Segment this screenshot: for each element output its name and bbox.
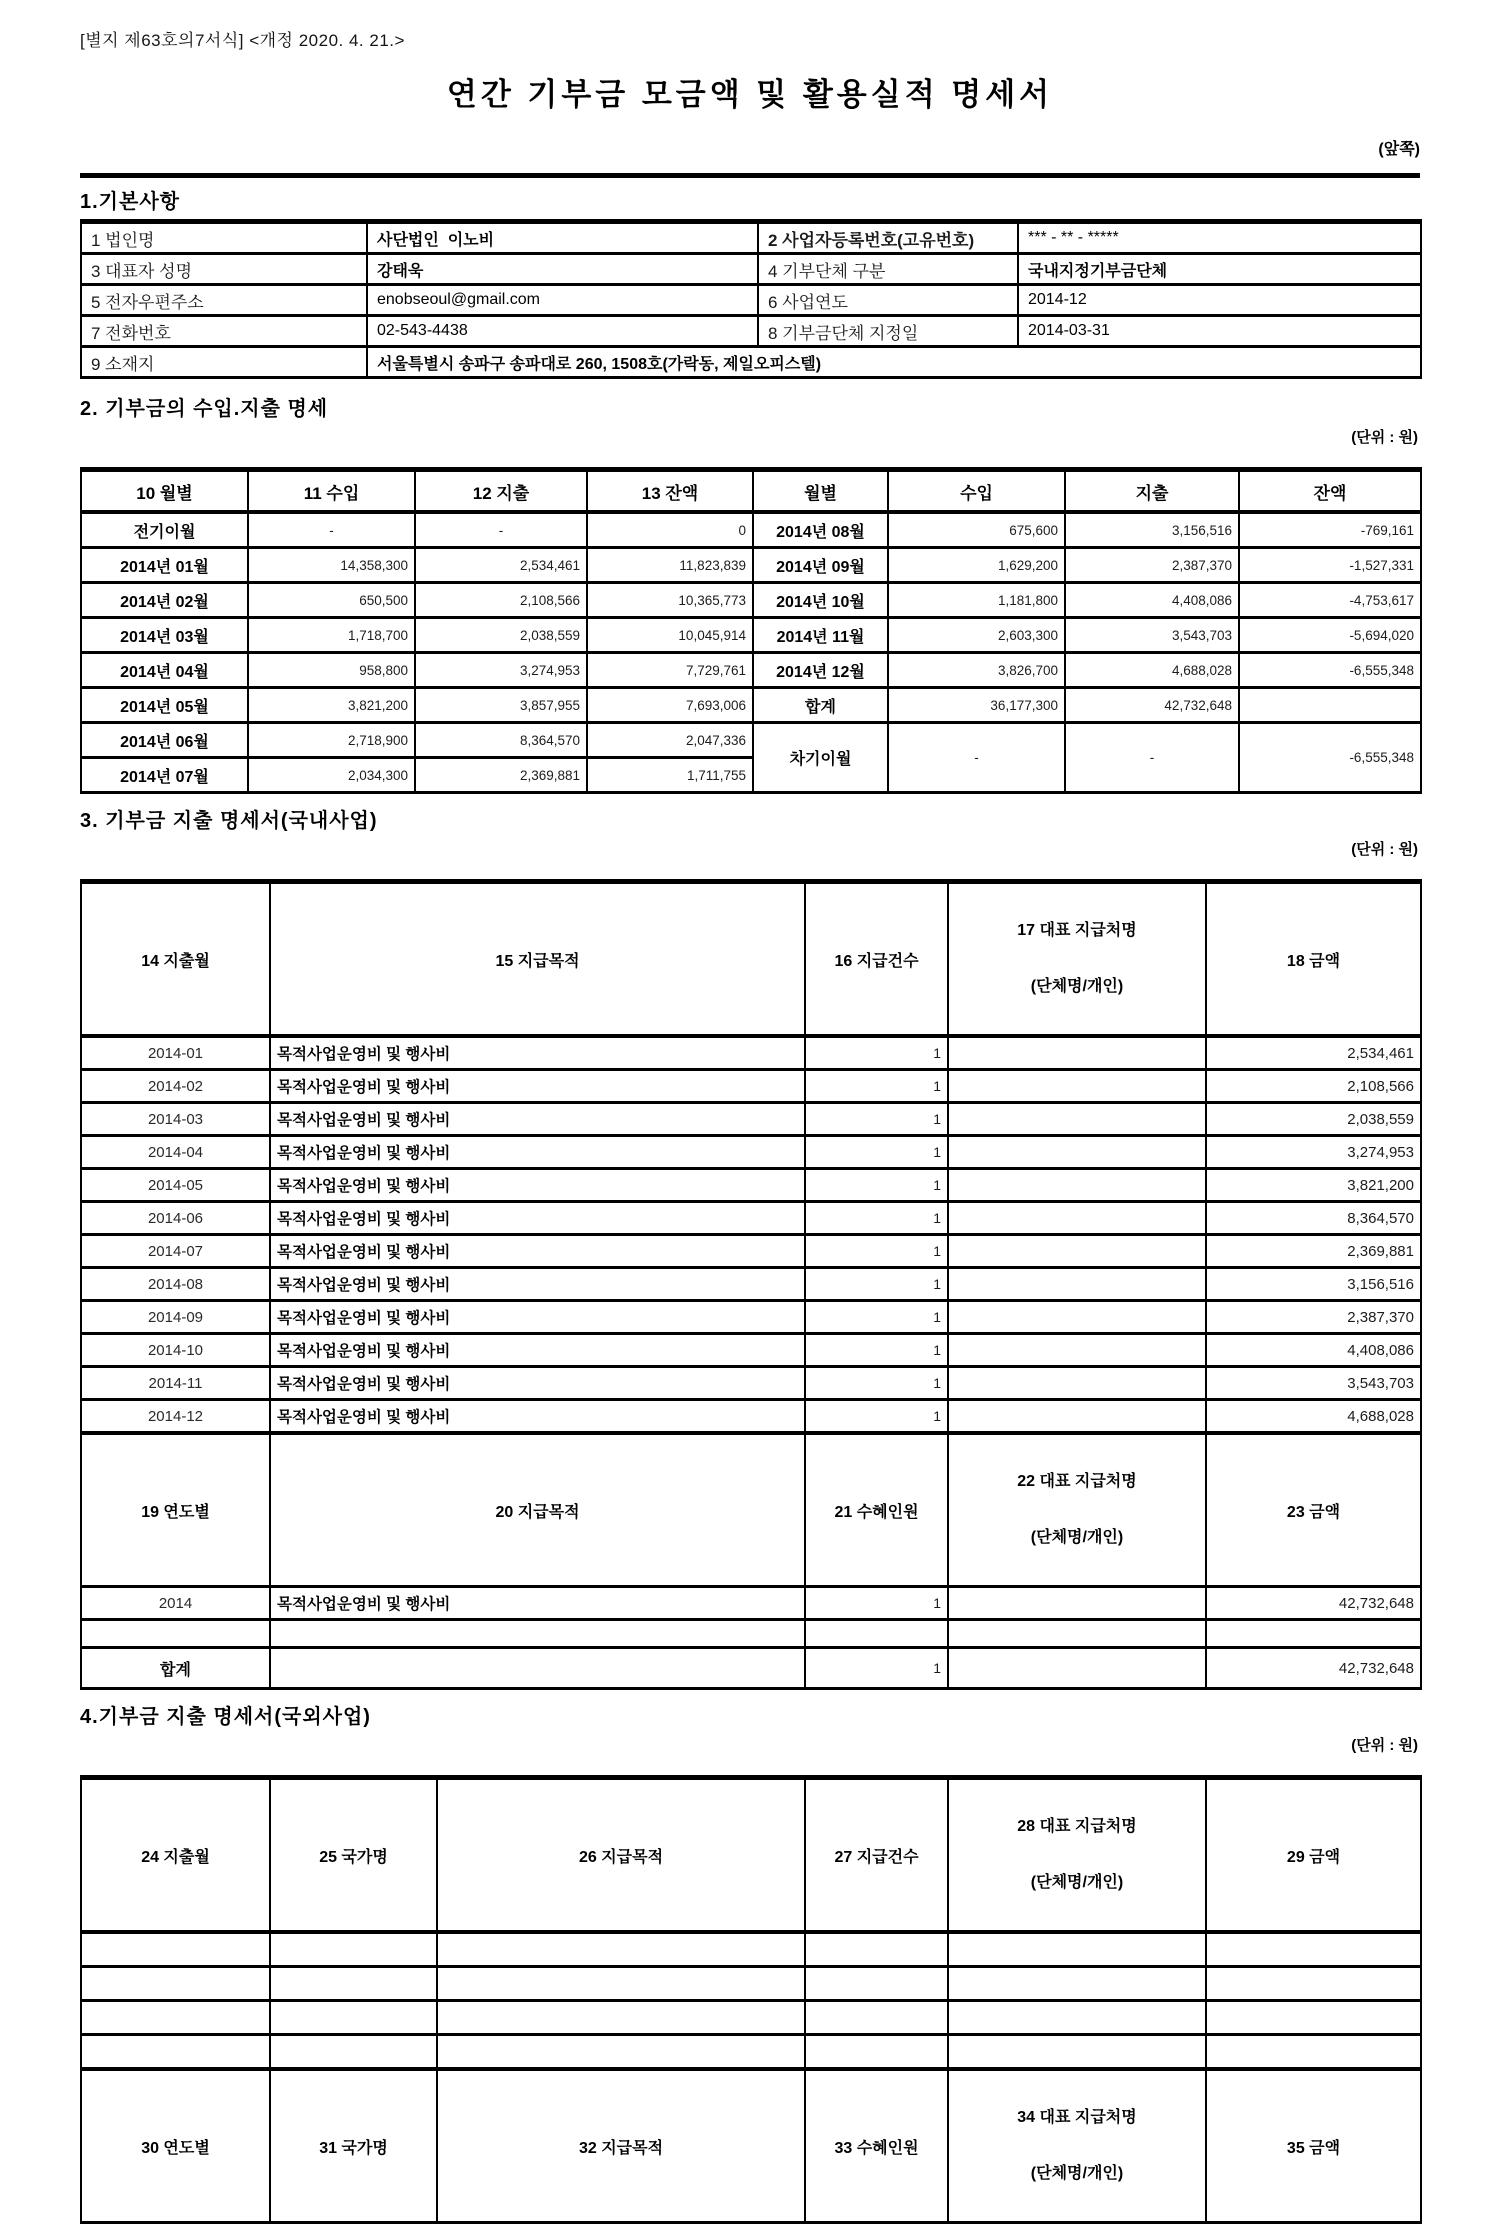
field-value: 2014-12 (1018, 285, 1421, 316)
expense-cell: 3,274,953 (415, 653, 587, 688)
balance-cell: -1,527,331 (1239, 548, 1421, 583)
count-cell: 1 (805, 1400, 948, 1434)
payee-cell (948, 1169, 1206, 1202)
empty-cell (437, 2001, 805, 2035)
income-cell: 675,600 (888, 512, 1065, 548)
purpose-cell (270, 1648, 805, 1689)
table-row (81, 1103, 1421, 1136)
col-header-line: (단체명/개인) (1030, 2165, 1124, 2182)
col-header: 월별 (753, 470, 888, 513)
payee-cell (948, 1036, 1206, 1070)
empty-cell (81, 1967, 270, 2001)
empty-cell (437, 1932, 805, 1967)
purpose-cell: 목적사업운영비 및 행사비 (270, 1334, 805, 1367)
month-cell: 2014년 10월 (753, 583, 888, 618)
table-row (81, 1169, 1421, 1202)
amount-cell: 2,108,566 (1206, 1070, 1421, 1103)
field-value: 서울특별시 송파구 송파대로 260, 1508호(가락동, 제일오피스텔) (367, 347, 1421, 378)
table-row (81, 512, 1421, 548)
count-cell: 1 (805, 1648, 948, 1689)
section2-heading: 2. 기부금의 수입.지출 명세 (80, 398, 329, 420)
field-label: 9 소재지 (81, 347, 367, 378)
col-header: 12 지출 (415, 470, 587, 513)
balance-cell: 2,047,336 (587, 723, 753, 758)
payee-cell (948, 1648, 1206, 1689)
amount-cell: 2,387,370 (1206, 1301, 1421, 1334)
table-row (81, 618, 1421, 653)
empty-cell (270, 1967, 437, 2001)
month-cell: 2014년 07월 (81, 758, 248, 793)
expense-month-cell: 2014-08 (81, 1268, 270, 1301)
col-header-line: 22 대표 지급처명 (1017, 1473, 1137, 1490)
field-label: 4 기부단체 구분 (758, 254, 1018, 285)
amount-cell: 42,732,648 (1206, 1648, 1421, 1689)
field-value: 사단법인 이노비 (367, 222, 758, 254)
basic-info-table (80, 219, 1422, 379)
field-value: *** - ** - ***** (1018, 222, 1421, 254)
expense-cell: 2,108,566 (415, 583, 587, 618)
expense-cell: 2,369,881 (415, 758, 587, 793)
col-header-line: 34 대표 지급처명 (1017, 2109, 1137, 2126)
count-cell: 1 (805, 1169, 948, 1202)
purpose-cell: 목적사업운영비 및 행사비 (270, 1587, 805, 1620)
amount-cell: 3,821,200 (1206, 1169, 1421, 1202)
payee-cell (948, 1367, 1206, 1400)
unit-label: (단위 : 원) (1351, 1737, 1418, 1754)
purpose-cell: 목적사업운영비 및 행사비 (270, 1103, 805, 1136)
expense-month-cell: 2014-12 (81, 1400, 270, 1434)
col-header: 11 수입 (248, 470, 415, 513)
expense-cell: 4,408,086 (1065, 583, 1239, 618)
amount-cell: 2,534,461 (1206, 1036, 1421, 1070)
count-cell: 1 (805, 1136, 948, 1169)
empty-cell (81, 2001, 270, 2035)
empty-cell (1206, 2001, 1421, 2035)
field-value: 강태욱 (367, 254, 758, 285)
col-header-payee (948, 882, 1206, 1037)
payee-cell (948, 1400, 1206, 1434)
payee-cell (948, 1235, 1206, 1268)
overseas-expense-table (80, 1775, 1422, 2224)
field-value: enobseoul@gmail.com (367, 285, 758, 316)
field-label: 6 사업연도 (758, 285, 1018, 316)
payee-cell (948, 1334, 1206, 1367)
table-row (81, 470, 1421, 513)
col-header: 15 지급목적 (270, 882, 805, 1037)
balance-cell: 10,365,773 (587, 583, 753, 618)
purpose-cell: 목적사업운영비 및 행사비 (270, 1036, 805, 1070)
expense-month-cell: 2014-03 (81, 1103, 270, 1136)
col-header-line: (단체명/개인) (1030, 1529, 1124, 1546)
expense-cell: 2,387,370 (1065, 548, 1239, 583)
table-row (81, 1367, 1421, 1400)
balance-cell: 0 (587, 512, 753, 548)
income-expense-table (80, 467, 1422, 794)
table-row (81, 1070, 1421, 1103)
balance-cell (1239, 688, 1421, 723)
income-cell: 2,603,300 (888, 618, 1065, 653)
total-label-cell: 합계 (753, 688, 888, 723)
income-cell: 36,177,300 (888, 688, 1065, 723)
payee-cell (948, 1587, 1206, 1620)
expense-month-cell: 2014-04 (81, 1136, 270, 1169)
expense-cell: 2,534,461 (415, 548, 587, 583)
purpose-cell: 목적사업운영비 및 행사비 (270, 1301, 805, 1334)
field-label: 5 전자우편주소 (81, 285, 367, 316)
col-header: 19 연도별 (81, 1433, 270, 1587)
col-header: 30 연도별 (81, 2069, 270, 2223)
empty-cell (805, 1620, 948, 1648)
income-cell: - (248, 512, 415, 548)
carry-forward-cell: 차기이월 (753, 723, 888, 793)
expense-month-cell: 2014-05 (81, 1169, 270, 1202)
empty-cell (81, 1620, 270, 1648)
table-row (81, 653, 1421, 688)
empty-cell (948, 1967, 1206, 2001)
month-cell: 2014년 09월 (753, 548, 888, 583)
col-header: 16 지급건수 (805, 882, 948, 1037)
col-header-payee (948, 1433, 1206, 1587)
count-cell: 1 (805, 1202, 948, 1235)
expense-month-cell: 2014-09 (81, 1301, 270, 1334)
col-header-payee (948, 1778, 1206, 1933)
amount-cell: 3,543,703 (1206, 1367, 1421, 1400)
col-header: 14 지출월 (81, 882, 270, 1037)
balance-cell: 1,711,755 (587, 758, 753, 793)
purpose-cell: 목적사업운영비 및 행사비 (270, 1268, 805, 1301)
table-row (81, 1620, 1421, 1648)
income-cell: 1,629,200 (888, 548, 1065, 583)
col-header: 수입 (888, 470, 1065, 513)
amount-cell: 2,038,559 (1206, 1103, 1421, 1136)
col-header-line: 28 대표 지급처명 (1017, 1818, 1137, 1835)
payee-cell (948, 1202, 1206, 1235)
balance-cell: 7,693,006 (587, 688, 753, 723)
count-cell: 1 (805, 1301, 948, 1334)
expense-month-cell: 2014-10 (81, 1334, 270, 1367)
income-cell: 958,800 (248, 653, 415, 688)
month-cell: 2014년 04월 (81, 653, 248, 688)
col-header-line: 17 대표 지급처명 (1017, 922, 1137, 939)
col-header: 31 국가명 (270, 2069, 437, 2223)
expense-cell: - (415, 512, 587, 548)
expense-month-cell: 2014-01 (81, 1036, 270, 1070)
empty-cell (948, 1932, 1206, 1967)
purpose-cell: 목적사업운영비 및 행사비 (270, 1136, 805, 1169)
income-cell: 3,826,700 (888, 653, 1065, 688)
field-value: 국내지정기부금단체 (1018, 254, 1421, 285)
income-cell: 650,500 (248, 583, 415, 618)
expense-cell: 3,156,516 (1065, 512, 1239, 548)
page-title: 연간 기부금 모금액 및 활용실적 명세서 (446, 77, 1054, 112)
col-header-line: (단체명/개인) (1030, 1874, 1124, 1891)
expense-cell: 8,364,570 (415, 723, 587, 758)
table-row (81, 1400, 1421, 1434)
table-row (81, 1036, 1421, 1070)
empty-cell (948, 2001, 1206, 2035)
col-header: 29 금액 (1206, 1778, 1421, 1933)
table-row (81, 1235, 1421, 1268)
empty-cell (805, 1967, 948, 2001)
month-cell: 2014년 11월 (753, 618, 888, 653)
page-side-label: (앞쪽) (1378, 141, 1420, 158)
empty-cell (805, 1932, 948, 1967)
income-cell: 2,718,900 (248, 723, 415, 758)
expense-month-cell: 2014-07 (81, 1235, 270, 1268)
balance-cell: -6,555,348 (1239, 653, 1421, 688)
col-header: 18 금액 (1206, 882, 1421, 1037)
expense-cell: 4,688,028 (1065, 653, 1239, 688)
count-cell: 1 (805, 1036, 948, 1070)
balance-cell: -5,694,020 (1239, 618, 1421, 653)
income-cell: - (888, 723, 1065, 793)
col-header: 32 지급목적 (437, 2069, 805, 2223)
field-label: 1 법인명 (81, 222, 367, 254)
col-header: 27 지급건수 (805, 1778, 948, 1933)
field-value: 02-543-4438 (367, 316, 758, 347)
expense-cell: 2,038,559 (415, 618, 587, 653)
empty-cell (81, 2035, 270, 2070)
expense-month-cell: 2014-11 (81, 1367, 270, 1400)
count-cell: 1 (805, 1268, 948, 1301)
field-label: 8 기부금단체 지정일 (758, 316, 1018, 347)
col-header: 24 지출월 (81, 1778, 270, 1933)
table-row (81, 882, 1421, 1037)
table-row (81, 222, 1421, 254)
month-cell: 전기이월 (81, 512, 248, 548)
expense-cell: 42,732,648 (1065, 688, 1239, 723)
purpose-cell: 목적사업운영비 및 행사비 (270, 1070, 805, 1103)
expense-cell: - (1065, 723, 1239, 793)
empty-cell (948, 1620, 1206, 1648)
table-row (81, 1301, 1421, 1334)
expense-month-cell: 2014-02 (81, 1070, 270, 1103)
payee-cell (948, 1103, 1206, 1136)
empty-cell (270, 1932, 437, 1967)
payee-cell (948, 1070, 1206, 1103)
purpose-cell: 목적사업운영비 및 행사비 (270, 1235, 805, 1268)
table-row (81, 1202, 1421, 1235)
empty-cell (805, 2035, 948, 2070)
payee-cell (948, 1136, 1206, 1169)
total-label-cell: 합계 (81, 1648, 270, 1689)
count-cell: 1 (805, 1367, 948, 1400)
col-header: 26 지급목적 (437, 1778, 805, 1933)
unit-label: (단위 : 원) (1351, 429, 1418, 446)
expense-cell: 3,857,955 (415, 688, 587, 723)
month-cell: 2014년 05월 (81, 688, 248, 723)
empty-cell (437, 1967, 805, 2001)
expense-month-cell: 2014-06 (81, 1202, 270, 1235)
purpose-cell: 목적사업운영비 및 행사비 (270, 1202, 805, 1235)
empty-cell (1206, 2035, 1421, 2070)
table-row (81, 1648, 1421, 1689)
col-header: 지출 (1065, 470, 1239, 513)
empty-cell (270, 2001, 437, 2035)
field-label: 7 전화번호 (81, 316, 367, 347)
amount-cell: 3,274,953 (1206, 1136, 1421, 1169)
col-header: 21 수혜인원 (805, 1433, 948, 1587)
income-cell: 3,821,200 (248, 688, 415, 723)
balance-cell: 11,823,839 (587, 548, 753, 583)
table-row (81, 548, 1421, 583)
income-cell: 2,034,300 (248, 758, 415, 793)
balance-cell: -4,753,617 (1239, 583, 1421, 618)
amount-cell: 8,364,570 (1206, 1202, 1421, 1235)
empty-cell (948, 2035, 1206, 2070)
col-header: 35 금액 (1206, 2069, 1421, 2223)
income-cell: 1,718,700 (248, 618, 415, 653)
table-row (81, 2035, 1421, 2070)
divider (80, 173, 1420, 178)
col-header: 33 수혜인원 (805, 2069, 948, 2223)
empty-cell (270, 1620, 805, 1648)
month-cell: 2014년 06월 (81, 723, 248, 758)
col-header: 잔액 (1239, 470, 1421, 513)
purpose-cell: 목적사업운영비 및 행사비 (270, 1400, 805, 1434)
field-value: 2014-03-31 (1018, 316, 1421, 347)
domestic-expense-table (80, 879, 1422, 1690)
empty-cell (437, 2035, 805, 2070)
col-header: 10 월별 (81, 470, 248, 513)
table-row (81, 688, 1421, 723)
payee-cell (948, 1301, 1206, 1334)
table-row (81, 2069, 1421, 2223)
empty-cell (81, 1932, 270, 1967)
balance-cell: -6,555,348 (1239, 723, 1421, 793)
month-cell: 2014년 01월 (81, 548, 248, 583)
purpose-cell: 목적사업운영비 및 행사비 (270, 1169, 805, 1202)
count-cell: 1 (805, 1587, 948, 1620)
empty-cell (1206, 1967, 1421, 2001)
table-row (81, 347, 1421, 378)
empty-cell (270, 2035, 437, 2070)
amount-cell: 42,732,648 (1206, 1587, 1421, 1620)
payee-cell (948, 1268, 1206, 1301)
amount-cell: 3,156,516 (1206, 1268, 1421, 1301)
balance-cell: -769,161 (1239, 512, 1421, 548)
unit-label: (단위 : 원) (1351, 841, 1418, 858)
count-cell: 1 (805, 1070, 948, 1103)
col-header-payee (948, 2069, 1206, 2223)
table-row (81, 723, 1421, 758)
col-header: 13 잔액 (587, 470, 753, 513)
field-label: 3 대표자 성명 (81, 254, 367, 285)
col-header: 23 금액 (1206, 1433, 1421, 1587)
income-cell: 1,181,800 (888, 583, 1065, 618)
count-cell: 1 (805, 1235, 948, 1268)
empty-cell (805, 2001, 948, 2035)
month-cell: 2014년 02월 (81, 583, 248, 618)
section1-heading: 1.기본사항 (80, 191, 180, 213)
table-row (81, 254, 1421, 285)
month-cell: 2014년 03월 (81, 618, 248, 653)
amount-cell: 4,688,028 (1206, 1400, 1421, 1434)
table-row (81, 1587, 1421, 1620)
month-cell: 2014년 08월 (753, 512, 888, 548)
table-row (81, 2001, 1421, 2035)
table-row (81, 1778, 1421, 1933)
table-row (81, 1136, 1421, 1169)
income-cell: 14,358,300 (248, 548, 415, 583)
table-row (81, 1932, 1421, 1967)
section4-heading: 4.기부금 지출 명세서(국외사업) (80, 1706, 371, 1728)
table-row (81, 1334, 1421, 1367)
year-cell: 2014 (81, 1587, 270, 1620)
col-header-line: (단체명/개인) (1030, 978, 1124, 995)
table-row (81, 285, 1421, 316)
section3-heading: 3. 기부금 지출 명세서(국내사업) (80, 810, 378, 832)
col-header: 25 국가명 (270, 1778, 437, 1933)
table-row (81, 1268, 1421, 1301)
empty-cell (1206, 1932, 1421, 1967)
month-cell: 2014년 12월 (753, 653, 888, 688)
table-row (81, 1433, 1421, 1587)
empty-cell (1206, 1620, 1421, 1648)
count-cell: 1 (805, 1103, 948, 1136)
balance-cell: 10,045,914 (587, 618, 753, 653)
table-row (81, 583, 1421, 618)
table-row (81, 316, 1421, 347)
col-header: 20 지급목적 (270, 1433, 805, 1587)
expense-cell: 3,543,703 (1065, 618, 1239, 653)
balance-cell: 7,729,761 (587, 653, 753, 688)
amount-cell: 4,408,086 (1206, 1334, 1421, 1367)
field-label: 2 사업자등록번호(고유번호) (758, 222, 1018, 254)
table-row (81, 1967, 1421, 2001)
purpose-cell: 목적사업운영비 및 행사비 (270, 1367, 805, 1400)
amount-cell: 2,369,881 (1206, 1235, 1421, 1268)
form-number: [별지 제63호의7서식] <개정 2020. 4. 21.> (80, 31, 405, 50)
count-cell: 1 (805, 1334, 948, 1367)
